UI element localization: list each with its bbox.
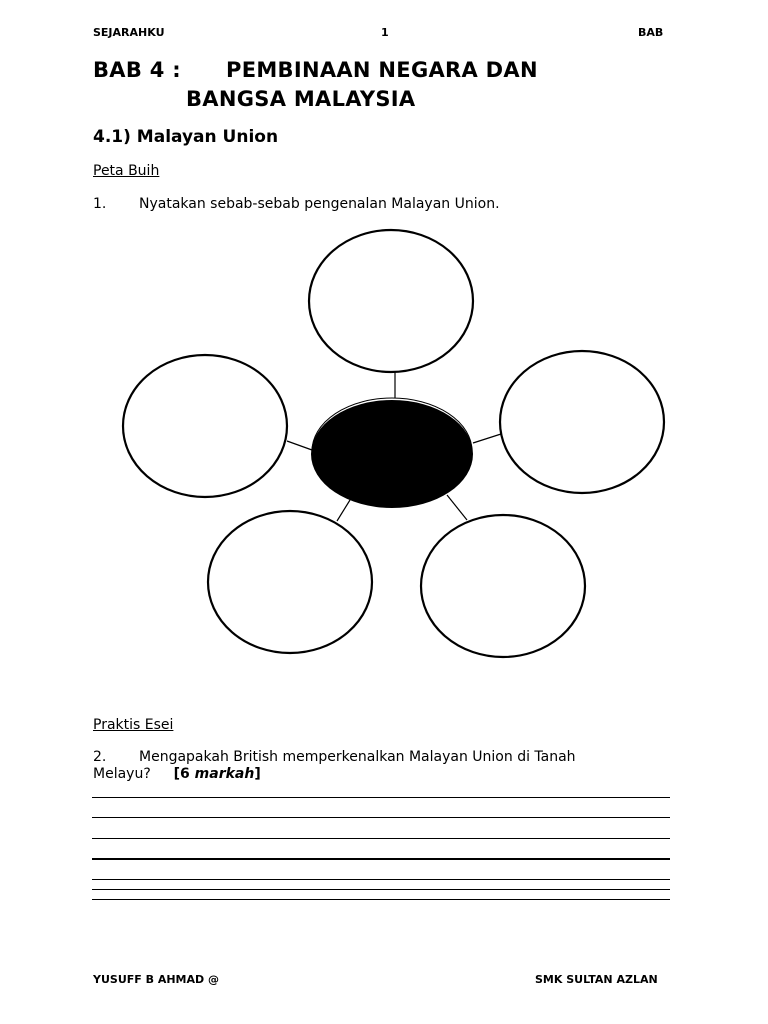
bubble-right xyxy=(500,351,664,493)
header-right: BAB xyxy=(638,26,664,39)
bubble-bottom-right xyxy=(421,515,585,657)
chapter-label: BAB 4 : xyxy=(93,58,181,82)
answer-line[interactable] xyxy=(92,838,670,839)
marks-close: ] xyxy=(254,766,261,782)
answer-line[interactable] xyxy=(92,858,670,860)
header-left: SEJARAHKU xyxy=(93,26,165,39)
connector-right xyxy=(473,434,501,443)
question-2-line2 xyxy=(93,766,261,782)
connector-left xyxy=(287,441,312,450)
question-1-number: 1. xyxy=(93,196,107,212)
marks-word: markah xyxy=(194,766,255,782)
bubble-bottom-left xyxy=(208,511,372,653)
answer-line[interactable] xyxy=(92,899,670,900)
marks-open: [6 xyxy=(173,766,195,782)
answer-line[interactable] xyxy=(92,879,670,880)
section-title: 4.1) Malayan Union xyxy=(93,127,279,147)
bubble-top xyxy=(309,230,473,372)
footer-author: YUSUFF B AHMAD @ xyxy=(93,973,219,986)
answer-line[interactable] xyxy=(92,889,670,890)
question-2-line2-text: Melayu? xyxy=(93,766,151,782)
footer-school: SMK SULTAN AZLAN xyxy=(535,973,658,986)
answer-line[interactable] xyxy=(92,817,670,818)
page-number: 1 xyxy=(381,26,389,39)
chapter-title-line1: PEMBINAAN NEGARA DAN xyxy=(226,58,538,82)
center-bubble xyxy=(311,400,473,508)
bubble-left xyxy=(123,355,287,497)
connector-bottom-left xyxy=(337,500,350,521)
question-2-number: 2. xyxy=(93,749,107,765)
connector-bottom-right xyxy=(447,495,467,520)
question-2-line1: Mengapakah British memperkenalkan Malayan Union di Tanah xyxy=(139,749,576,765)
essay-heading: Praktis Esei xyxy=(93,717,174,733)
bubble-map-heading: Peta Buih xyxy=(93,163,160,179)
chapter-title-line2: BANGSA MALAYSIA xyxy=(186,87,416,111)
answer-line[interactable] xyxy=(92,797,670,798)
question-1-text: Nyatakan sebab-sebab pengenalan Malayan Union. xyxy=(139,196,500,212)
